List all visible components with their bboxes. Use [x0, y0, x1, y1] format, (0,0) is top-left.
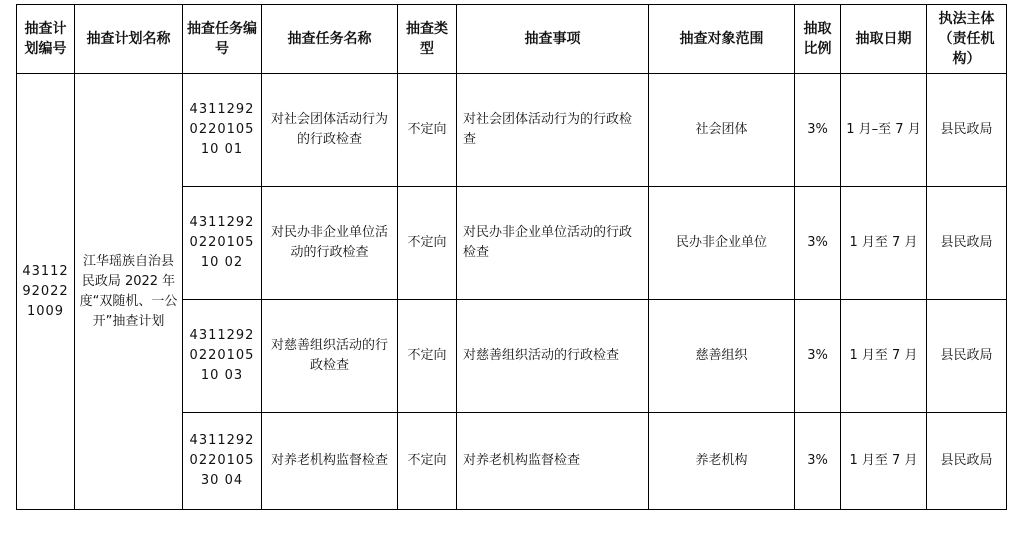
date-cell: 1 月至 7 月 [841, 300, 927, 413]
type-cell: 不定向 [398, 74, 457, 187]
scope-cell: 养老机构 [649, 413, 795, 510]
type-cell: 不定向 [398, 413, 457, 510]
date-cell: 1 月至 7 月 [841, 413, 927, 510]
agency-cell: 县民政局 [927, 74, 1007, 187]
agency-cell: 县民政局 [927, 300, 1007, 413]
header-scope: 抽查对象范围 [649, 5, 795, 74]
header-agency: 执法主体（责任机构） [927, 5, 1007, 74]
agency-cell: 县民政局 [927, 413, 1007, 510]
task-name-cell: 对慈善组织活动的行政检查 [262, 300, 398, 413]
header-item: 抽查事项 [457, 5, 649, 74]
item-cell: 对养老机构监督检查 [457, 413, 649, 510]
item-cell: 对社会团体活动行为的行政检查 [457, 74, 649, 187]
ratio-cell: 3% [795, 74, 841, 187]
task-code-cell: 4311292022010510 03 [183, 300, 262, 413]
task-code-cell: 4311292022010530 04 [183, 413, 262, 510]
header-plan-code: 抽查计划编号 [17, 5, 75, 74]
item-cell: 对民办非企业单位活动的行政检查 [457, 187, 649, 300]
header-plan-name: 抽查计划名称 [75, 5, 183, 74]
ratio-cell: 3% [795, 300, 841, 413]
scope-cell: 民办非企业单位 [649, 187, 795, 300]
task-name-cell: 对社会团体活动行为的行政检查 [262, 74, 398, 187]
agency-cell: 县民政局 [927, 187, 1007, 300]
date-cell: 1 月至 7 月 [841, 187, 927, 300]
task-name-cell: 对养老机构监督检查 [262, 413, 398, 510]
plan-name-cell: 江华瑶族自治县民政局 2022 年度“双随机、一公开”抽查计划 [75, 74, 183, 510]
scope-cell: 慈善组织 [649, 300, 795, 413]
date-cell: 1 月–至 7 月 [841, 74, 927, 187]
header-date: 抽取日期 [841, 5, 927, 74]
task-name-cell: 对民办非企业单位活动的行政检查 [262, 187, 398, 300]
header-row [17, 5, 1007, 74]
header-task-code: 抽查任务编号 [183, 5, 262, 74]
header-ratio: 抽取比例 [795, 5, 841, 74]
inspection-plan-sheet [16, 4, 1007, 510]
task-code-cell: 4311292022010510 02 [183, 187, 262, 300]
scope-cell: 社会团体 [649, 74, 795, 187]
task-code-cell: 4311292022010510 01 [183, 74, 262, 187]
table-row [17, 74, 1007, 187]
header-type: 抽查类型 [398, 5, 457, 74]
ratio-cell: 3% [795, 413, 841, 510]
type-cell: 不定向 [398, 300, 457, 413]
item-cell: 对慈善组织活动的行政检查 [457, 300, 649, 413]
ratio-cell: 3% [795, 187, 841, 300]
plan-code-cell: 43112920221009 [17, 74, 75, 510]
type-cell: 不定向 [398, 187, 457, 300]
inspection-plan-table [16, 4, 1007, 510]
header-task-name: 抽查任务名称 [262, 5, 398, 74]
